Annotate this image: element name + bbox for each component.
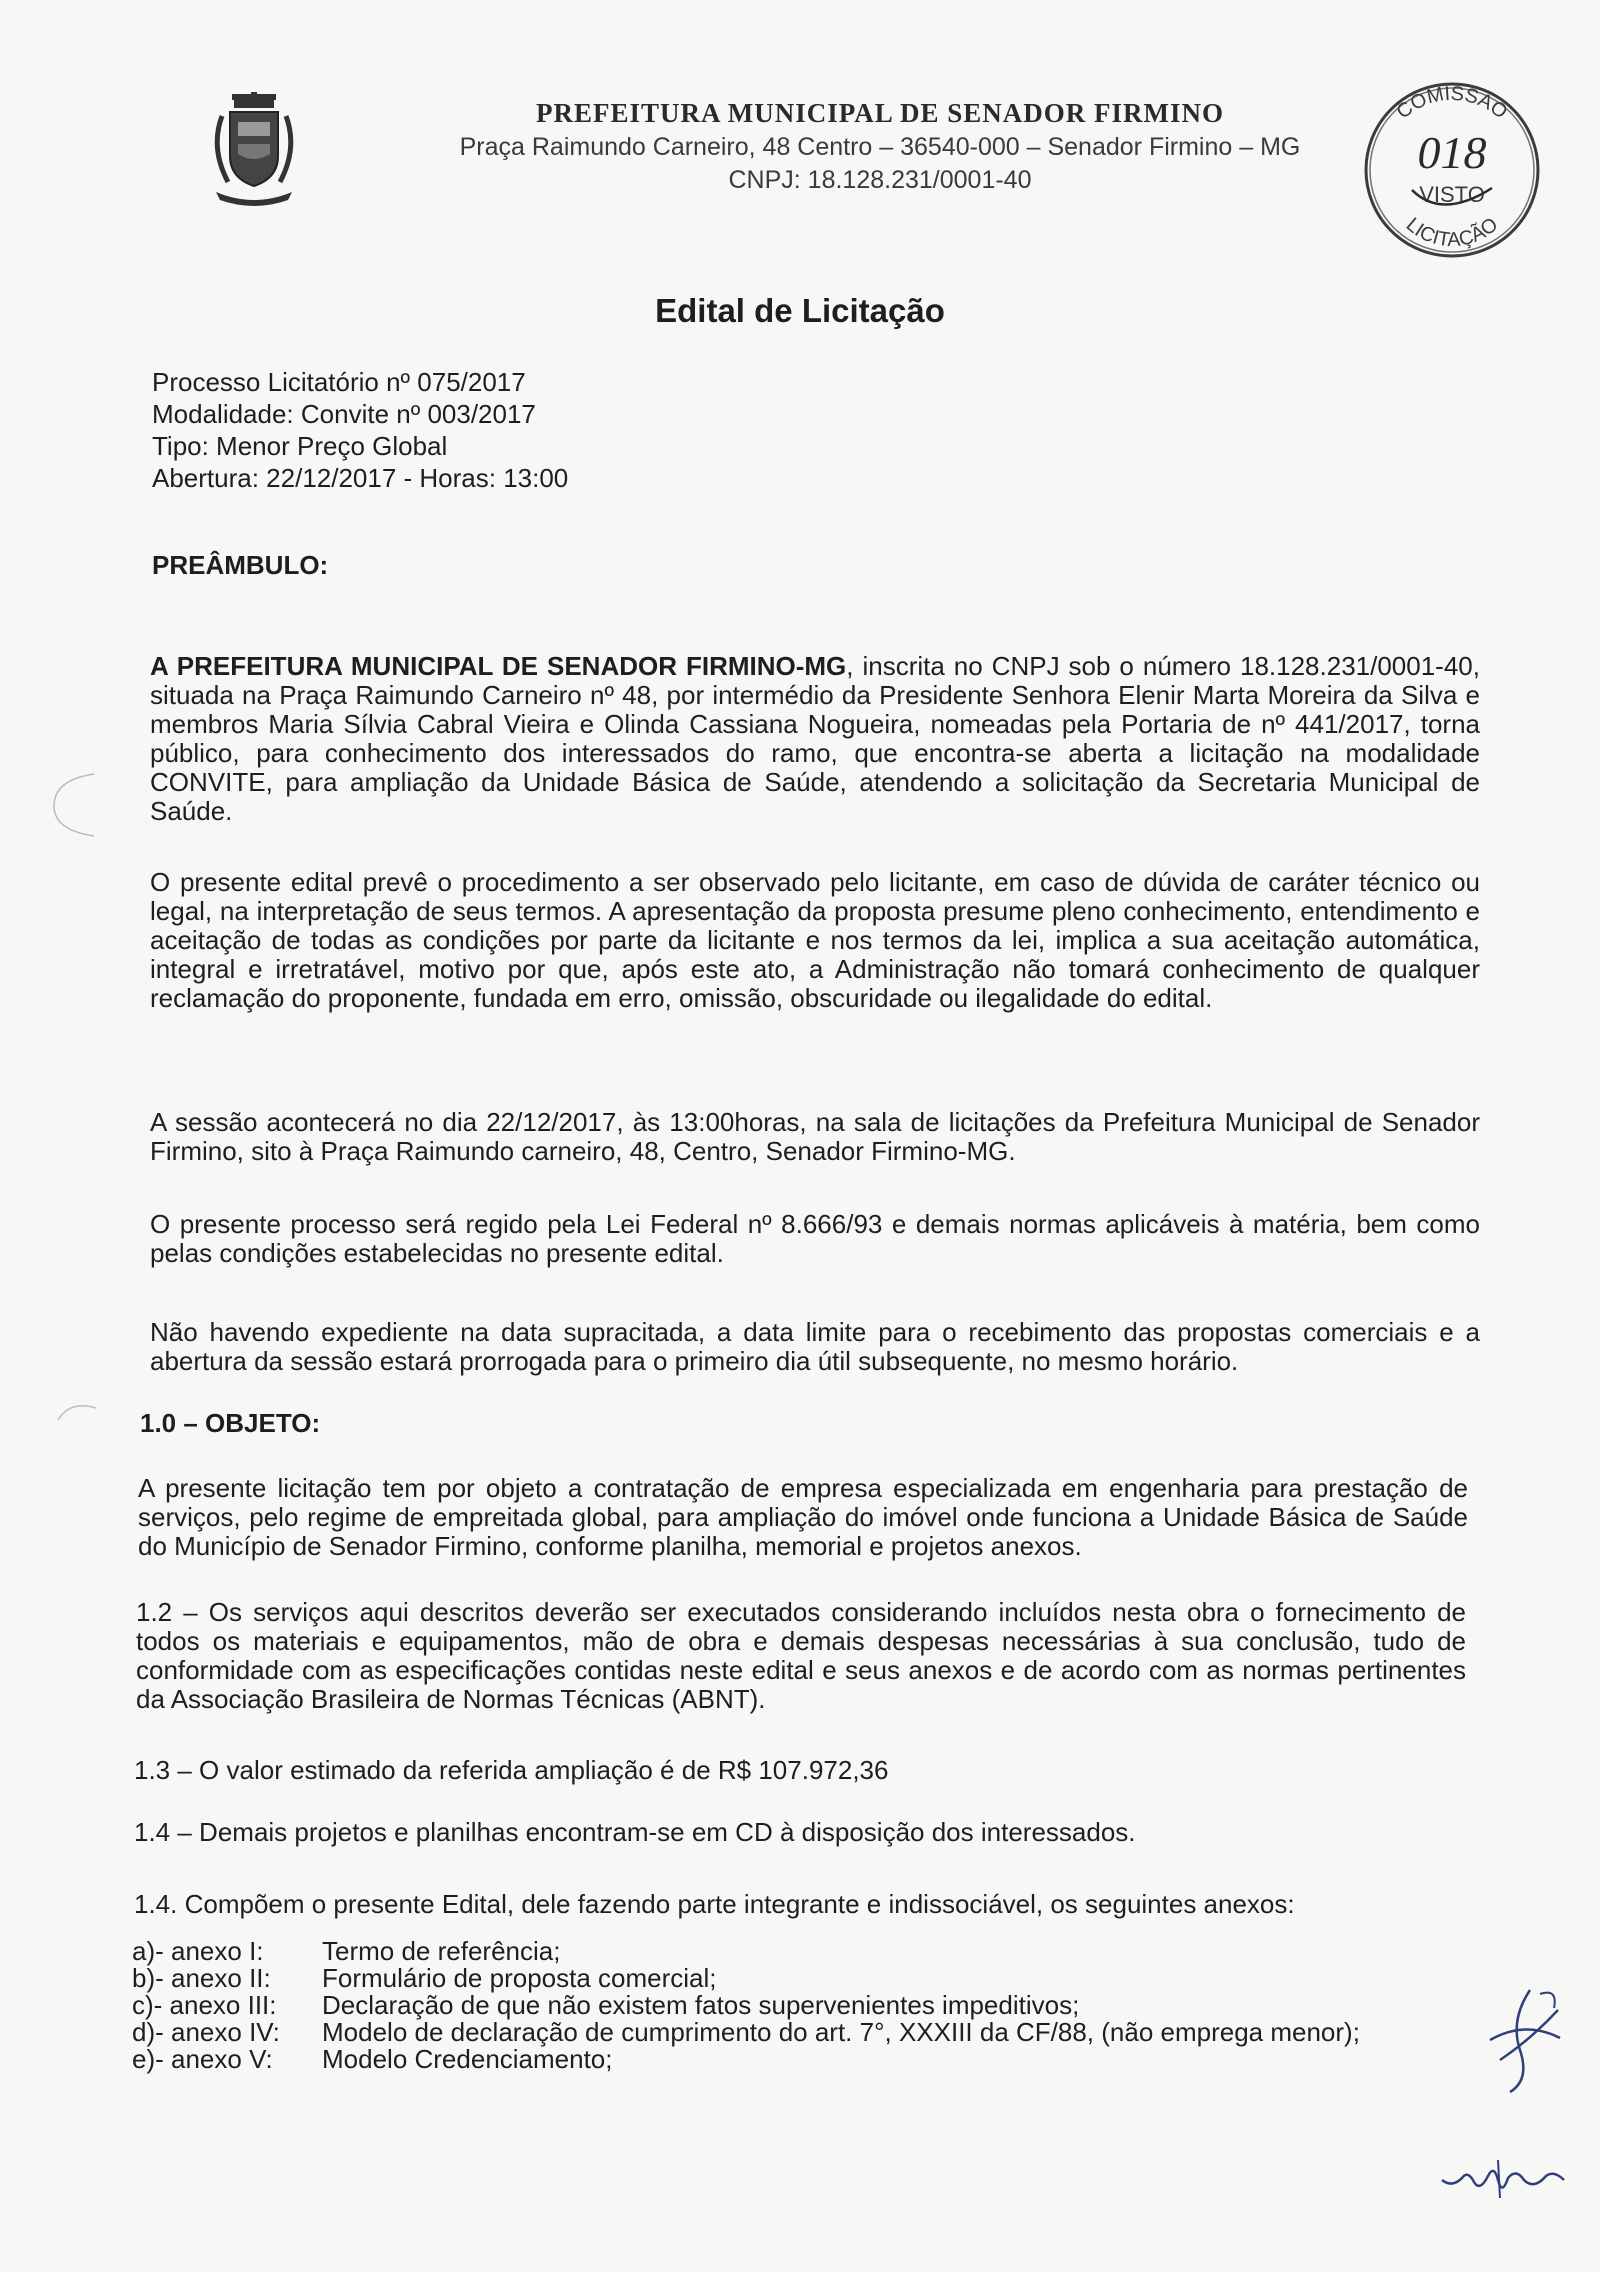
object-item-1-2: 1.2 – Os serviços aqui descritos deverão ser executados considerando incluídos nesta obra o fornecimento de todos os materiais e equipamentos, mão de obra e demais despesas necessárias à sua conclusão, tudo de conformidade com as especificações contidas neste edital e seus anexos e de acordo com as normas pertinentes da Associação Brasileira de Normas Técnicas (ABNT). <box>136 1597 1466 1714</box>
preamble-paragraph-2: O presente edital prevê o procedimento a ser observado pelo licitante, em caso de dúvida de caráter técnico ou legal, na interpretação de seus termos. A apresentação da proposta presume pleno conhecimento, entendimento e aceitação de todas as condições por parte da licitante e nos termos da lei, implica a sua aceitação automática, integral e irretratável, motivo por que, após este ato, a Administração não tomará conhecimento de qualquer reclamação do proponente, fundada em erro, omissão, obscuridade ou ilegalidade do edital. <box>150 867 1480 1013</box>
punch-hole-mark-icon <box>50 1400 100 1440</box>
object-item-1-4: 1.4 – Demais projetos e planilhas encontram-se em CD à disposição dos interessados. <box>134 1817 1136 1847</box>
signature-icon <box>1438 2150 1568 2200</box>
opening: Abertura: 22/12/2017 - Horas: 13:00 <box>152 463 569 493</box>
commission-stamp <box>1352 70 1552 270</box>
org-cnpj: CNPJ: 18.128.231/0001-40 <box>728 166 1032 194</box>
preamble-heading: PREÂMBULO: <box>152 550 329 580</box>
list-item <box>132 2019 1360 2046</box>
object-paragraph: A presente licitação tem por objeto a contratação de empresa especializada em engenharia para prestação de serviços, pelo regime de empreitada global, para ampliação do imóvel onde funciona a Unidade Básica de Saúde do Município de Senador Firmino, conforme planilha, memorial e projetos anexos. <box>138 1473 1468 1561</box>
org-address: Praça Raimundo Carneiro, 48 Centro – 36540-000 – Senador Firmino – MG <box>459 133 1301 161</box>
annex-text: Formulário de proposta comercial; <box>322 1963 717 1993</box>
document-title: Edital de Licitação <box>655 292 945 329</box>
preamble-p1-text: , inscrita no CNPJ sob o número 18.128.231/0001-40, situada na Praça Raimundo Carneiro nº 48, por intermédio da Presidente Senhora Elenir Marta Moreira da Silva e membros Maria Sílvia Cabral Vieira e Olinda Cassiana Nogueira, nomeadas pela Portaria de nº 441/2017, torna público, para conhecimento dos interessados do ramo, que encontra-se aberta a licitação na modalidade CONVITE, para ampliação da Unidade Básica de Saúde, atendendo a solicitação da Secretaria Municipal de Saúde. <box>150 651 1480 826</box>
list-item <box>132 2046 1360 2073</box>
stamp-bottom-text: LICITAÇÃO <box>1401 213 1503 252</box>
modality: Modalidade: Convite nº 003/2017 <box>152 399 536 429</box>
svg-text:COMISSÃO <box>1392 83 1511 124</box>
preamble-org-bold: A PREFEITURA MUNICIPAL DE SENADOR FIRMINO-MG <box>150 651 847 681</box>
preamble-paragraph-5: Não havendo expediente na data supracitada, a data limite para o recebimento das propostas comerciais e a abertura da sessão estará prorrogada para o primeiro dia útil subsequente, no mesmo horário. <box>150 1317 1480 1376</box>
letterhead <box>380 98 1380 195</box>
object-item-1-3: 1.3 – O valor estimado da referida ampliação é de R$ 107.972,36 <box>134 1755 889 1785</box>
annex-text: Modelo de declaração de cumprimento do art. 7°, XXXIII da CF/88, (não emprega menor); <box>322 2017 1360 2047</box>
stamp-number: 018 <box>1417 127 1487 178</box>
annex-label: d)- anexo IV: <box>132 2017 280 2047</box>
municipal-crest-icon <box>208 92 300 212</box>
org-name: PREFEITURA MUNICIPAL DE SENADOR FIRMINO <box>535 98 1225 128</box>
annex-label: a)- anexo I: <box>132 1936 264 1966</box>
punch-hole-mark-icon <box>44 770 104 840</box>
annex-label: e)- anexo V: <box>132 2044 273 2074</box>
object-item-1-4-annexes: 1.4. Compõem o presente Edital, dele fazendo parte integrante e indissociável, os seguintes anexos: <box>134 1889 1295 1919</box>
stamp-mark: VISTO <box>1419 182 1485 207</box>
preamble-paragraph-4: O presente processo será regido pela Lei Federal nº 8.666/93 e demais normas aplicáveis à matéria, bem como pelas condições estabelecidas no presente edital. <box>150 1209 1480 1268</box>
annex-text: Modelo Credenciamento; <box>322 2044 613 2074</box>
process-info <box>152 366 568 494</box>
preamble-paragraph-1 <box>150 652 1480 826</box>
annex-label: b)- anexo II: <box>132 1963 271 1993</box>
type: Tipo: Menor Preço Global <box>152 431 448 461</box>
preamble-paragraph-3: A sessão acontecerá no dia 22/12/2017, às 13:00horas, na sala de licitações da Prefeitura Municipal de Senador Firmino, sito à Praça Raimundo carneiro, 48, Centro, Senador Firmino-MG. <box>150 1107 1480 1166</box>
annex-text: Termo de referência; <box>322 1936 561 1966</box>
process-number: Processo Licitatório nº 075/2017 <box>152 367 526 397</box>
object-heading: 1.0 – OBJETO: <box>140 1408 321 1438</box>
initials-signature-icon <box>1480 1980 1570 2100</box>
stamp-top-text: COMISSÃO <box>1392 82 1512 124</box>
list-item <box>132 1992 1360 2019</box>
list-item <box>132 1938 1360 1965</box>
list-item <box>132 1965 1360 1992</box>
svg-text:LICITAÇÃO <box>1402 214 1503 252</box>
annex-list <box>132 1938 1360 2073</box>
annex-label: c)- anexo III: <box>132 1990 277 2020</box>
annex-text: Declaração de que não existem fatos supervenientes impeditivos; <box>322 1990 1080 2020</box>
